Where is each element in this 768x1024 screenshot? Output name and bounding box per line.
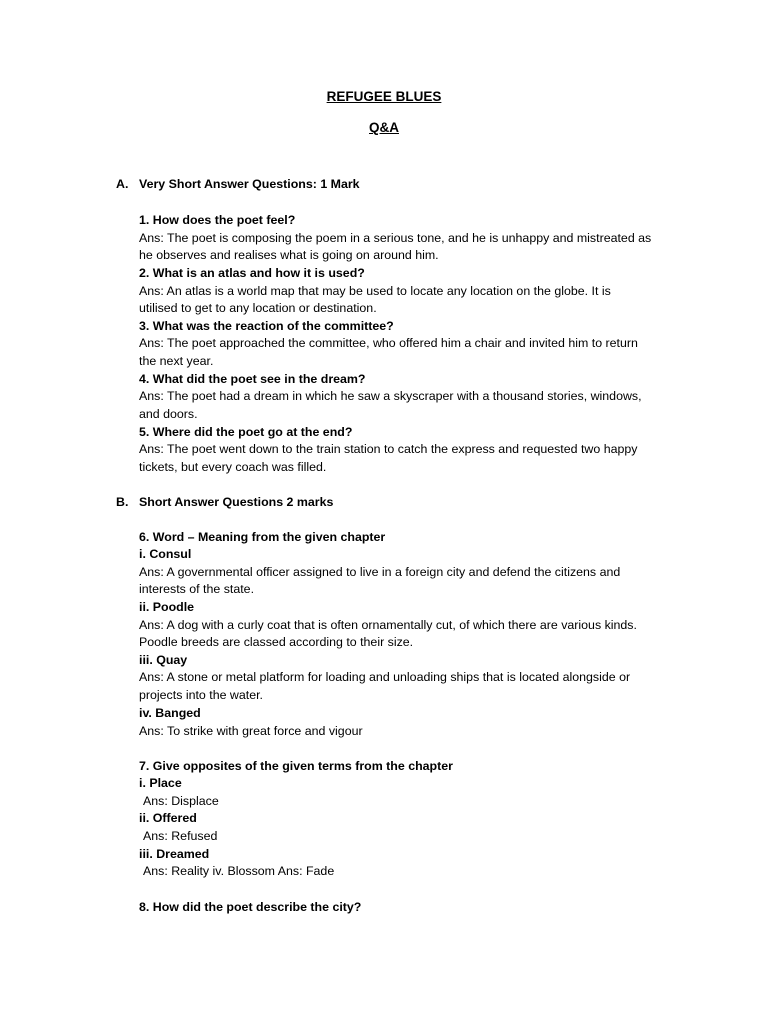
answer-5-line-1: Ans: The poet went down to the train station to catch the express and requested two happy xyxy=(139,442,638,456)
answer-2-line-1: Ans: An atlas is a world map that may be used to locate any location on the globe. It is xyxy=(139,284,611,298)
answer-3-line-2: the next year. xyxy=(139,354,214,368)
document-subtitle: Q&A xyxy=(369,120,399,135)
section-a-letter: A. xyxy=(116,177,129,191)
meaning-quay-line-1: Ans: A stone or metal platform for loading and unloading ships that is located alongside or xyxy=(139,670,631,684)
question-5: 5. Where did the poet go at the end? xyxy=(139,425,353,439)
section-b-heading: Short Answer Questions 2 marks xyxy=(139,495,334,509)
section-a-heading: Very Short Answer Questions: 1 Mark xyxy=(139,177,360,191)
opposite-offered: Ans: Refused xyxy=(143,829,218,843)
term-banged: iv. Banged xyxy=(139,706,201,720)
answer-4-line-1: Ans: The poet had a dream in which he saw a skyscraper with a thousand stories, windows, xyxy=(139,389,642,403)
meaning-poodle-line-1: Ans: A dog with a curly coat that is often ornamentally cut, of which there are various kinds. xyxy=(139,618,637,632)
opposite-dreamed: Ans: Reality iv. Blossom Ans: Fade xyxy=(143,864,335,878)
question-7: 7. Give opposites of the given terms from the chapter xyxy=(139,759,453,773)
question-8: 8. How did the poet describe the city? xyxy=(139,900,362,914)
opposite-place: Ans: Displace xyxy=(143,794,219,808)
section-b-letter: B. xyxy=(116,495,129,509)
term-offered: ii. Offered xyxy=(139,811,197,825)
answer-1-line-1: Ans: The poet is composing the poem in a serious tone, and he is unhappy and mistreated as xyxy=(139,231,652,245)
meaning-consul-line-2: interests of the state. xyxy=(139,582,255,596)
question-1: 1. How does the poet feel? xyxy=(139,213,296,227)
answer-3-line-1: Ans: The poet approached the committee, who offered him a chair and invited him to return xyxy=(139,336,638,350)
question-3: 3. What was the reaction of the committee? xyxy=(139,319,394,333)
term-dreamed: iii. Dreamed xyxy=(139,847,210,861)
answer-5-line-2: tickets, but every coach was filled. xyxy=(139,460,327,474)
meaning-consul-line-1: Ans: A governmental officer assigned to live in a foreign city and defend the citizens and xyxy=(139,565,621,579)
answer-4-line-2: and doors. xyxy=(139,407,198,421)
meaning-poodle-line-2: Poodle breeds are classed according to their size. xyxy=(139,635,414,649)
term-place: i. Place xyxy=(139,776,182,790)
term-quay: iii. Quay xyxy=(139,653,188,667)
meaning-banged: Ans: To strike with great force and vigour xyxy=(139,724,363,738)
question-4: 4. What did the poet see in the dream? xyxy=(139,372,366,386)
question-2: 2. What is an atlas and how it is used? xyxy=(139,266,365,280)
document-title: REFUGEE BLUES xyxy=(326,89,442,104)
meaning-quay-line-2: projects into the water. xyxy=(139,688,263,702)
term-consul: i. Consul xyxy=(139,547,192,561)
question-6: 6. Word – Meaning from the given chapter xyxy=(139,530,386,544)
term-poodle: ii. Poodle xyxy=(139,600,195,614)
answer-2-line-2: utilised to get to any location or destination. xyxy=(139,301,377,315)
answer-1-line-2: he observes and realises what is going on around him. xyxy=(139,248,439,262)
